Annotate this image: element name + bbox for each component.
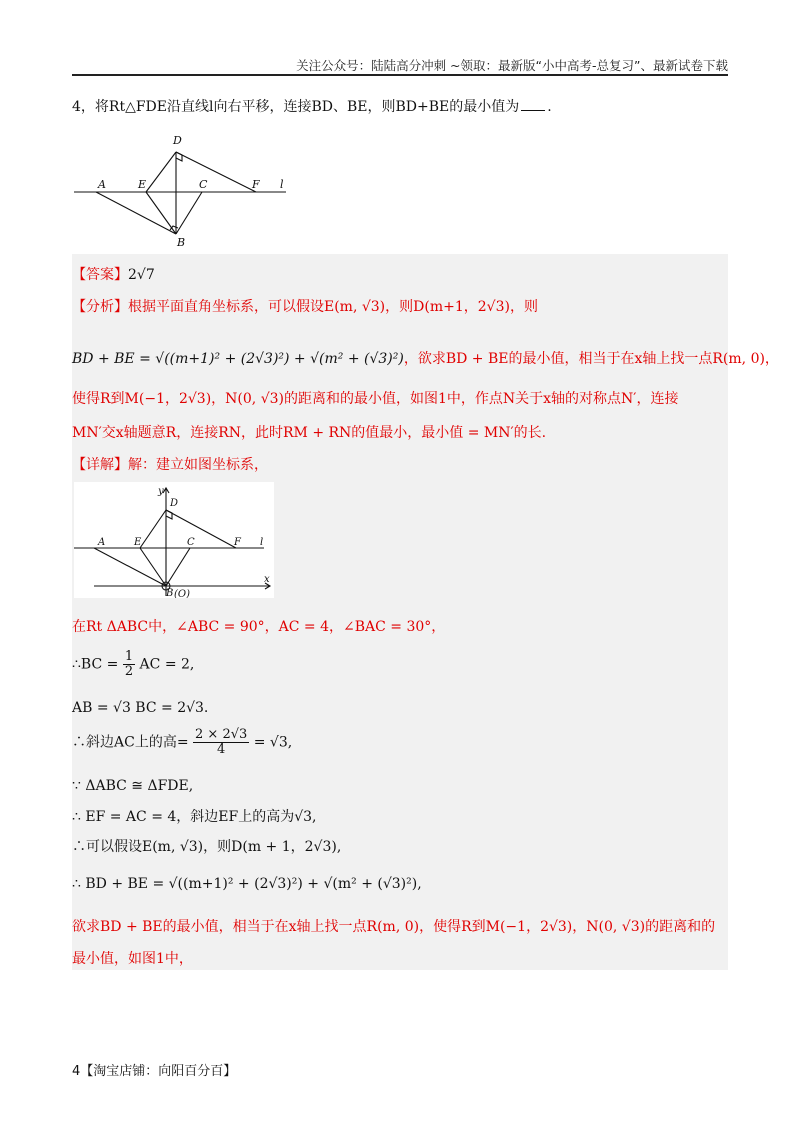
analysis-line-2	[72, 348, 779, 368]
label-C: C	[187, 537, 195, 548]
segment-BC	[166, 548, 190, 586]
detail-label: 【详解】	[72, 457, 128, 473]
step-4-pre: ∴斜边AC上的高=	[72, 734, 189, 751]
label-l: l	[280, 178, 284, 191]
question-4	[72, 96, 552, 116]
label-B: B	[166, 588, 174, 598]
segment-BC	[176, 192, 202, 234]
figure-1	[72, 130, 292, 254]
page-header	[72, 48, 728, 76]
page-footer: 4【淘宝店铺：向阳百分百】	[72, 1064, 237, 1079]
segment-ED	[140, 510, 166, 548]
detail-step-5: ∵ ΔABC ≅ ΔFDE,	[72, 778, 194, 794]
segment-ED	[146, 152, 176, 192]
segment-DF	[176, 152, 256, 192]
analysis-line-3: 使得R到M(−1，2√3)，N(0, √3)的距离和的最小值，如图1中，作点N关于x轴的对称点N′，连接	[72, 391, 679, 407]
label-y: y	[158, 486, 164, 497]
fraction-height-num: 2 × 2√3	[195, 727, 248, 742]
detail-step-4	[72, 728, 292, 757]
label-E: E	[138, 178, 147, 191]
label-E: E	[134, 537, 142, 548]
fraction-height-den: 4	[217, 742, 226, 757]
right-angle-D	[166, 510, 172, 519]
step-2-post: AC = 2,	[139, 656, 195, 673]
answer-value: 2√7	[128, 267, 155, 283]
segment-AB	[96, 192, 176, 234]
fraction-half-den: 2	[124, 664, 134, 679]
fraction-half	[123, 650, 135, 679]
question-text: 4，将Rt△FDE沿直线l向右平移，连接BD、BE，则BD+BE的最小值为	[72, 99, 520, 115]
answer-section	[72, 254, 779, 970]
question-end: .	[547, 99, 552, 115]
label-origin: (O)	[174, 589, 191, 598]
detail-step-8: ∴ BD + BE = √((m+1)² + (2√3)²) + √(m² + (√3)²),	[72, 876, 422, 892]
analysis-formula: BD + BE = √((m+1)² + (2√3)²) + √(m² + (√3)²)	[72, 351, 404, 367]
label-B: B	[177, 236, 186, 249]
segment-DF	[166, 510, 236, 548]
detail-step-3: AB = √3 BC = 2√3.	[72, 700, 209, 716]
fraction-height	[193, 728, 249, 757]
detail-step-10: 最小值，如图1中，	[72, 951, 193, 967]
analysis-label: 【分析】	[72, 299, 128, 315]
label-D: D	[173, 134, 182, 147]
analysis-text-2: ，欲求BD + BE的最小值，相当于在x轴上找一点R(m, 0)，	[403, 351, 779, 367]
analysis-line-4: MN′交x轴题意R，连接RN，此时RM + RN的值最小，最小值 = MN′的长.	[72, 425, 547, 441]
label-F: F	[234, 537, 241, 548]
detail-intro: 解：建立如图坐标系，	[128, 457, 268, 473]
detail-step-6: ∴ EF = AC = 4，斜边EF上的高为√3,	[72, 809, 317, 825]
right-angle-D	[176, 152, 182, 161]
label-F: F	[252, 178, 260, 191]
detail-step-7: ∴可以假设E(m, √3)，则D(m + 1，2√3),	[72, 839, 342, 855]
detail-step-9: 欲求BD + BE的最小值，相当于在x轴上找一点R(m, 0)，使得R到M(−1，2√3)，N(0, √3)的距离和的	[72, 919, 716, 935]
detail-step-1: 在Rt ΔABC中，∠ABC = 90°，AC = 4，∠BAC = 30°，	[72, 619, 446, 635]
segment-AB	[94, 548, 166, 586]
answer-blank	[521, 110, 545, 111]
label-l: l	[260, 537, 264, 548]
label-x: x	[264, 574, 270, 585]
segment-EB	[140, 548, 166, 586]
label-A: A	[98, 537, 106, 548]
header-text: 关注公众号：陆陆高分冲刺 ~领取：最新版“小中高考-总复习”、最新试卷下载	[296, 58, 728, 73]
step-2-pre: ∴BC =	[72, 656, 119, 673]
analysis-text-1: 根据平面直角坐标系，可以假设E(m, √3)，则D(m+1，2√3)，则	[128, 299, 538, 315]
detail-line	[72, 454, 268, 474]
fraction-half-num: 1	[124, 649, 134, 664]
answer-label: 【答案】	[72, 267, 128, 283]
figure-2	[74, 482, 274, 598]
step-4-post: = √3,	[253, 734, 293, 751]
label-A: A	[98, 178, 106, 191]
label-C: C	[199, 178, 208, 191]
analysis-line-1	[72, 296, 538, 316]
detail-step-2	[72, 650, 194, 679]
answer-line	[72, 264, 155, 284]
label-D: D	[170, 498, 179, 509]
